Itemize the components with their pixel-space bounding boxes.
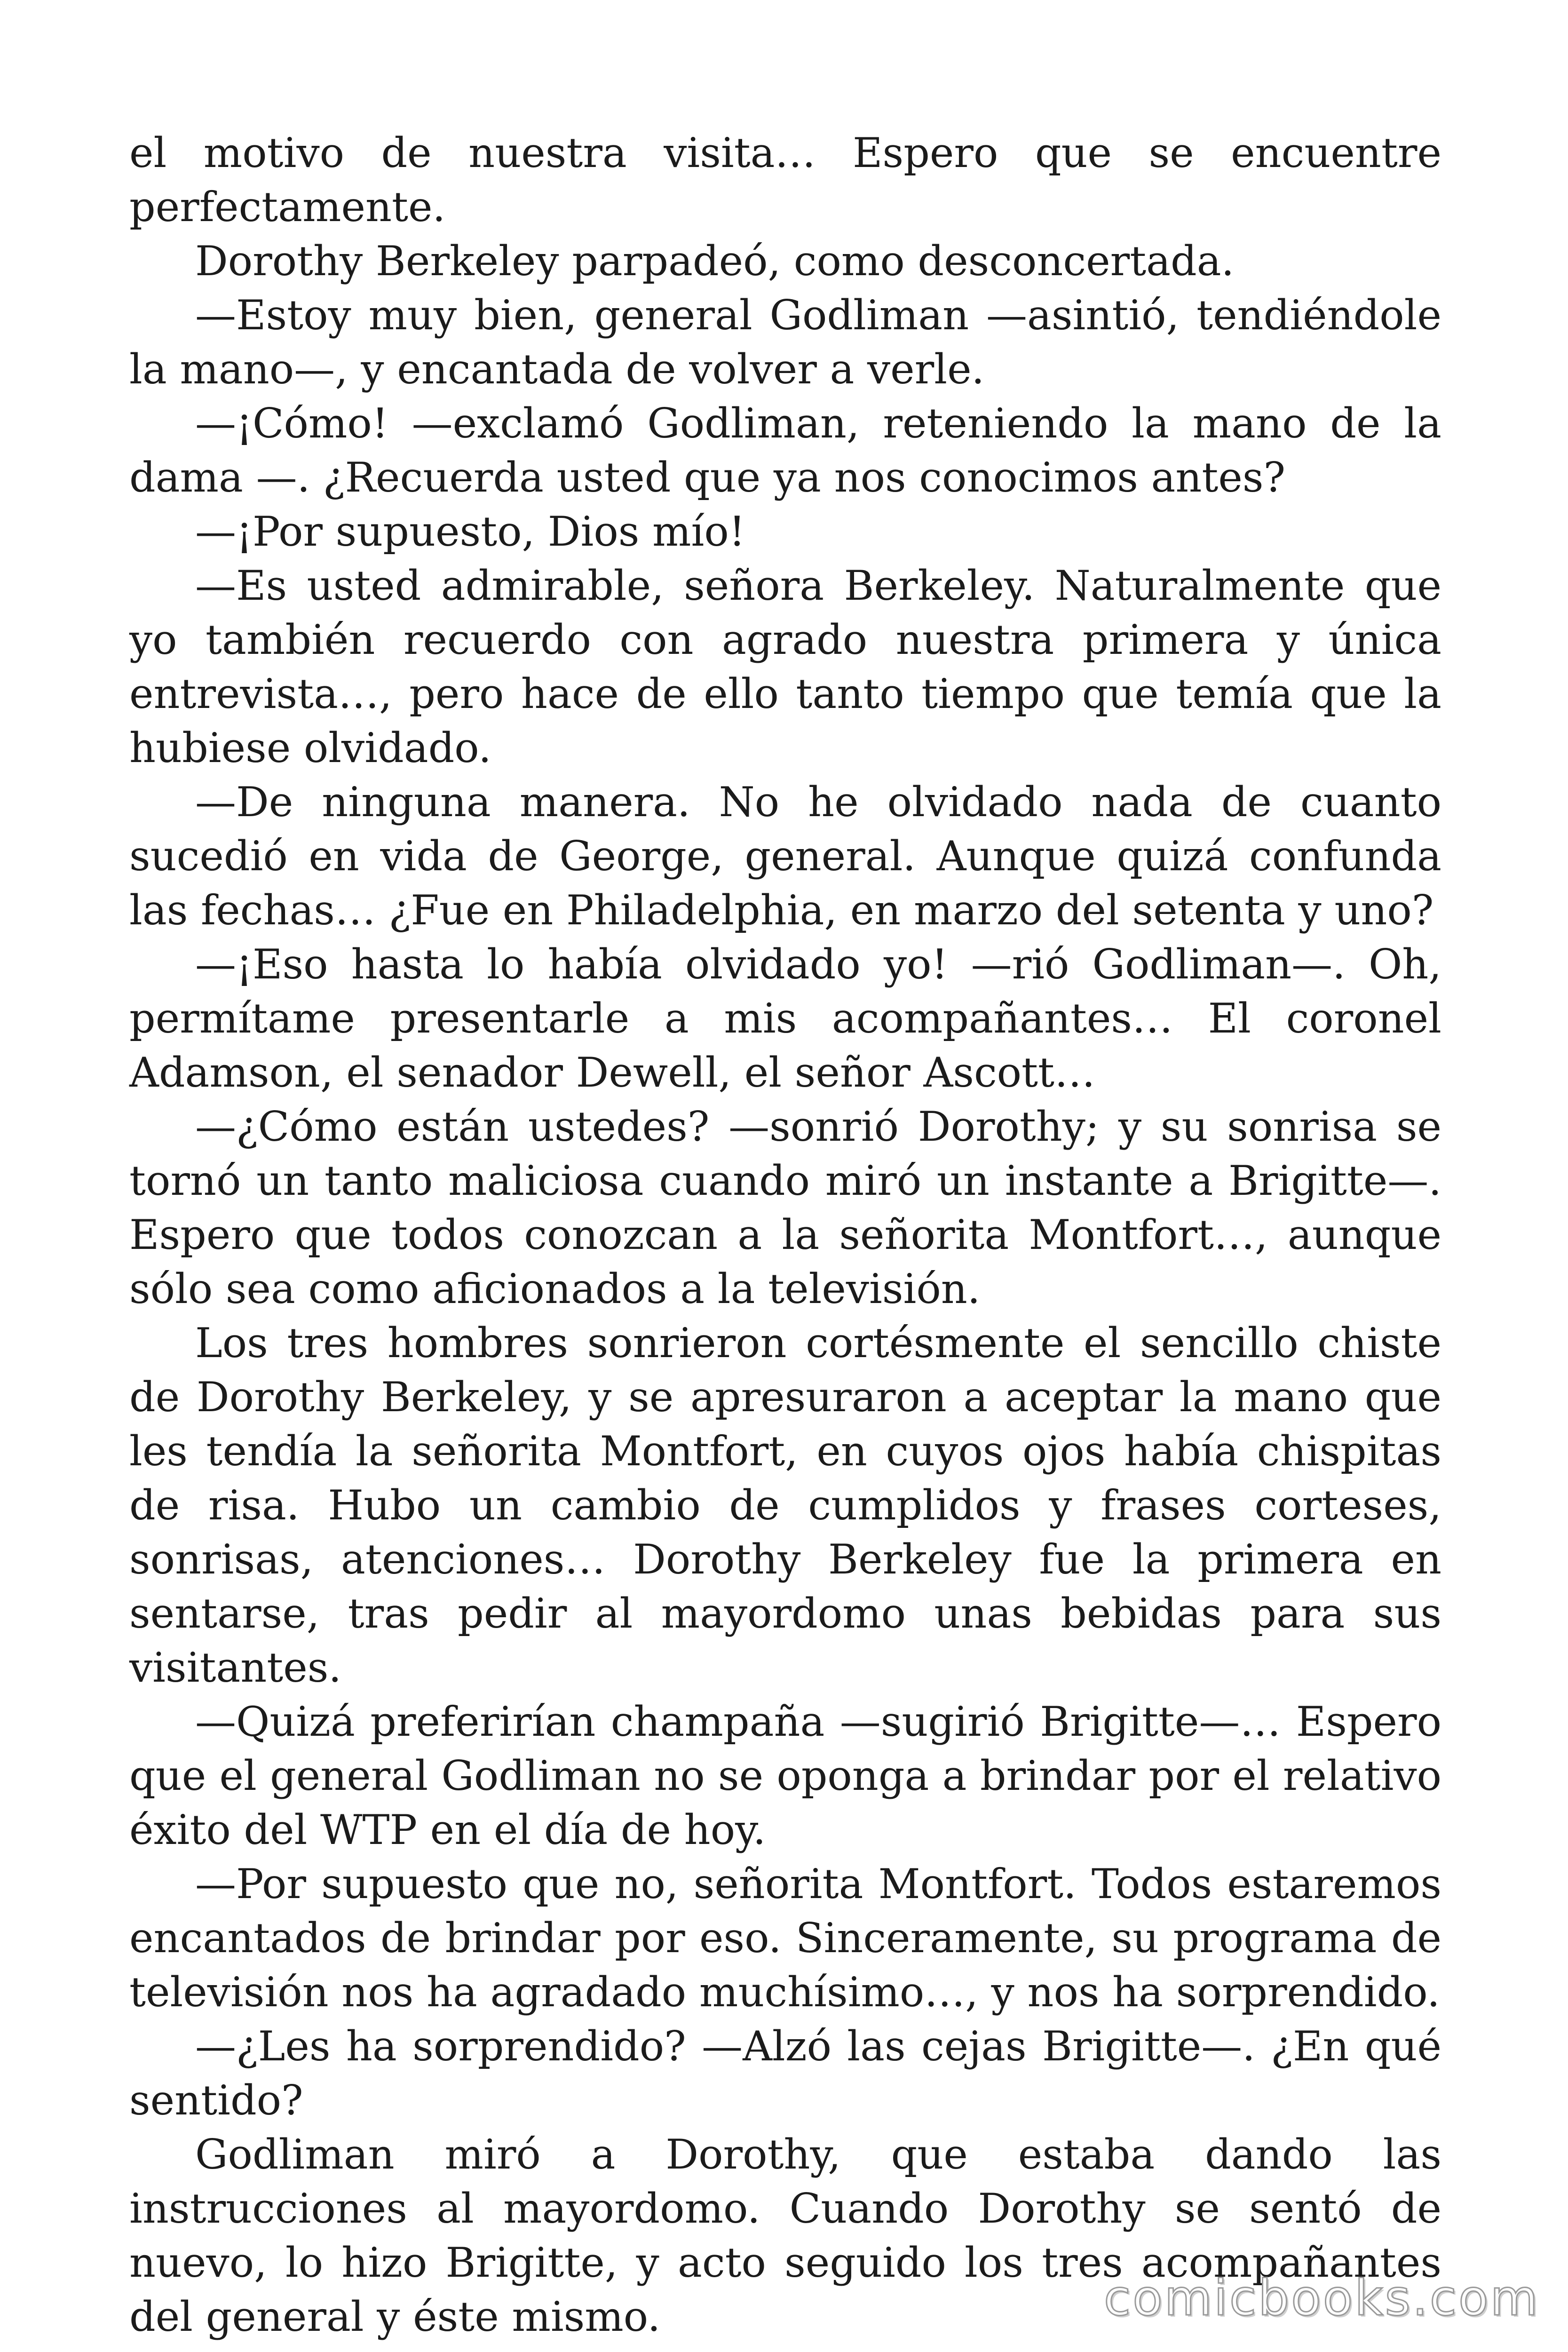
paragraph: —Quizá preferirían champaña —sugirió Brigitte—… Espero que el general Godliman no se oponga a brindar por el relativo éxito del WTP en el día de hoy.: [129, 1698, 1441, 1854]
paragraph-continued: el motivo de nuestra visita… Espero que se encuentre perfectamente.: [129, 129, 1441, 231]
paragraph: Godliman miró a Dorothy, que estaba dando las instrucciones al mayordomo. Cuando Dorothy se sentó de nuevo, lo hizo Brigitte, y acto seguido los tres acompañantes del general y éste mismo.: [129, 2130, 1441, 2341]
paragraph: —¿Cómo están ustedes? —sonrió Dorothy; y su sonrisa se tornó un tanto maliciosa cuando miró un instante a Brigitte—. Espero que todos conozcan a la señorita Montfort…, aunque sólo sea como aficionados a la televisión.: [129, 1103, 1441, 1313]
paragraph: —¡Por supuesto, Dios mío!: [195, 508, 745, 556]
paragraph: —Por supuesto que no, señorita Montfort. Todos estaremos encantados de brindar por eso. Sinceramente, su programa de televisión nos ha agradado muchísimo…, y nos ha sorprendido.: [129, 1860, 1441, 2016]
paragraph: —¡Eso hasta lo había olvidado yo! —rió Godliman—. Oh, permítame presentarle a mis acompañantes… El coronel Adamson, el senador Dewell, el señor Ascott…: [129, 940, 1441, 1097]
paragraph: —¡Cómo! —exclamó Godliman, reteniendo la mano de la dama —. ¿Recuerda usted que ya nos conocimos antes?: [129, 399, 1441, 501]
paragraph: —De ninguna manera. No he olvidado nada de cuanto sucedió en vida de George, general. Aunque quizá confunda las fechas… ¿Fue en Philadelphia, en marzo del setenta y uno?: [129, 778, 1441, 934]
body-text: [129, 126, 1441, 2344]
watermark-text: comicbooks.com: [1103, 2269, 1540, 2327]
paragraph: —Es usted admirable, señora Berkeley. Naturalmente que yo también recuerdo con agrado nuestra primera y única entrevista…, pero hace de ello tanto tiempo que temía que la hubiese olvidado.: [129, 562, 1441, 772]
paragraph: Dorothy Berkeley parpadeó, como desconcertada.: [195, 237, 1235, 285]
paragraph: —¿Les ha sorprendido? —Alzó las cejas Brigitte—. ¿En qué sentido?: [129, 2022, 1441, 2124]
paragraph: Los tres hombres sonrieron cortésmente el sencillo chiste de Dorothy Berkeley, y se apresuraron a aceptar la mano que les tendía la señorita Montfort, en cuyos ojos había chispitas de risa. Hubo un cambio de cumplidos y frases corteses, sonrisas, atenciones… Dorothy Berkeley fue la primera en sentarse, tras pedir al mayordomo unas bebidas para sus visitantes.: [129, 1319, 1441, 1692]
paragraph: —Estoy muy bien, general Godliman —asintió, tendiéndole la mano—, y encantada de volver a verle.: [129, 291, 1441, 393]
